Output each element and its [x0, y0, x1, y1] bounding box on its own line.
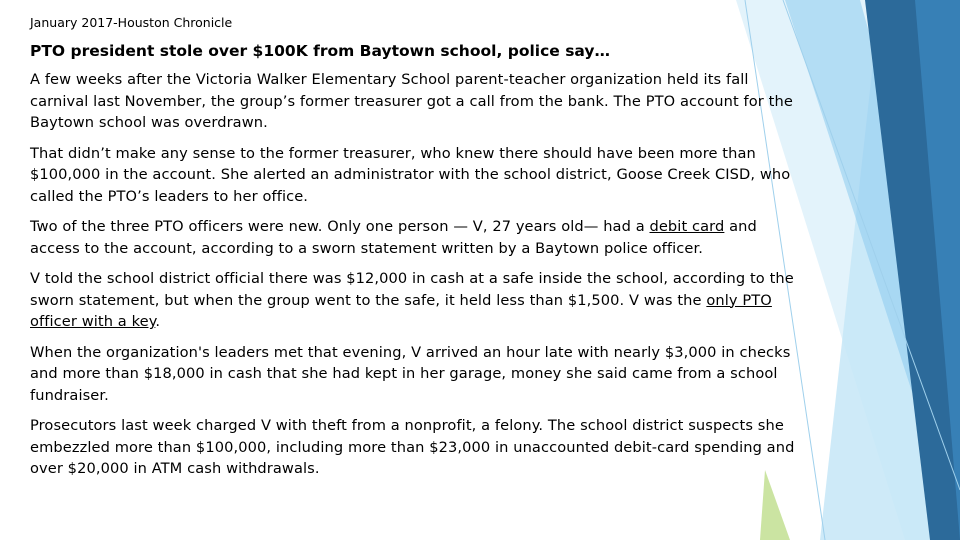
paragraph-1: A few weeks after the Victoria Walker Elementary School parent-teacher organization held its fall carnival last November, the group’s former treasurer got a call from the bank. The PTO account for the Baytown school was overdrawn.: [30, 71, 793, 131]
source-line: January 2017-Houston Chronicle: [30, 15, 233, 30]
article-title: PTO president stole over $100K from Baytown school, police say…: [30, 42, 611, 60]
key-officer-link[interactable]: only PTO officer with a key: [30, 291, 772, 330]
paragraph-6: Prosecutors last week charged V with theft from a nonprofit, a felony. The school district suspects she embezzled more than $100,000, including more than $23,000 in unaccounted debit-card spending and over $20,000 in ATM cash withdrawals.: [30, 417, 795, 477]
slide-content: [30, 14, 810, 489]
debit-card-link[interactable]: debit card: [649, 218, 725, 235]
paragraph-5: When the organization's leaders met that evening, V arrived an hour late with nearly $3,000 in checks and more than $18,000 in cash that she had kept in her garage, money she said came from a school fundraiser.: [30, 343, 791, 404]
paragraph-2: That didn’t make any sense to the former treasurer, who knew there should have been more than $100,000 in the account. She alerted an administrator with the school district, Goose Creek CISD, who called the PTO’s leaders to her office.: [30, 144, 791, 205]
paragraph-3: Two of the three PTO officers were new. Only one person — V, 27 years old— had a debit card and access to the account, according to a sworn statement written by a Baytown police officer.: [30, 218, 757, 257]
paragraph-4: V told the school district official there was $12,000 in cash at a safe inside the school, according to the sworn statement, but when the group went to the safe, it held less than $1,500. V was the only PTO officer with a key.: [30, 270, 794, 330]
